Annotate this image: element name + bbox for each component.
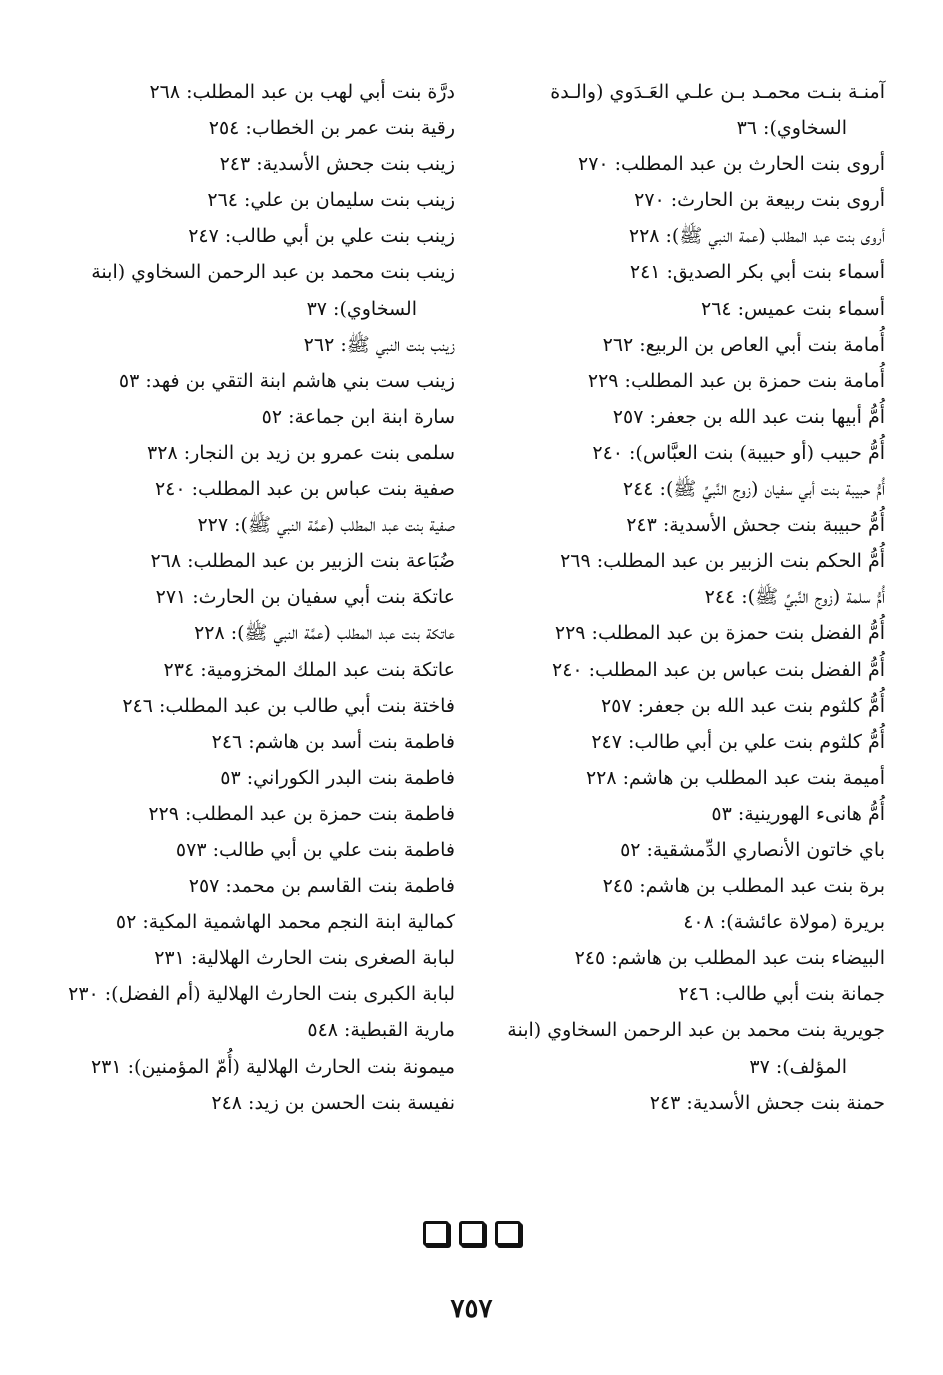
index-entry: أُمامة بنت أبي العاص بن الربيع: ٢٦٢ [602,333,885,356]
index-entry: فاختة بنت أبي طالب بن عبد المطلب: ٢٤٦ [122,694,455,717]
index-entry: أسماء بنت أبي بكر الصديق: ٢٤١ [629,261,885,284]
index-entry: درَّة بنت أبي لهب بن عبد المطلب: ٢٦٨ [149,81,455,103]
index-entry: زينب ست بني هاشم ابنة التقي بن فهد: ٥٣ [118,369,455,392]
index-entry: البيضاء بنت عبد المطلب بن هاشم: ٢٤٥ [574,947,885,970]
index-entry: سلمى بنت عمرو بن زيد بن النجار: ٣٢٨ [147,441,455,464]
index-entry: باي خاتون الأنصاري الدِّمشقية: ٥٢ [620,838,885,861]
index-entry: عاتكة بنت عبد المطلب (عمَّة النبي ﷺ): ٢٢٨ [194,622,455,645]
index-entry: أروى بنت عبد المطلب (عمة النبي ﷺ): ٢٢٨ [628,225,885,248]
index-entry: أُمُّ كلثوم بنت عبد الله بن جعفر: ٢٥٧ [600,694,885,717]
index-entry: صفية بنت عبد المطلب (عمَّة النبي ﷺ): ٢٢٧ [197,514,455,537]
index-entry: زينب بنت سليمان بن علي: ٢٦٤ [207,189,455,212]
section-end-ornament [0,1221,943,1246]
index-entry: سارة ابنة ابن جماعة: ٥٢ [261,405,455,428]
index-entry: أروى بنت ربيعة بن الحارث: ٢٧٠ [634,189,885,212]
index-entry: أُمُّ كلثوم بنت علي بن أبي طالب: ٢٤٧ [591,730,885,753]
page-number: ٧٥٧ [450,1294,493,1324]
index-entry: لبابة الصغرى بنت الحارث الهلالية: ٢٣١ [154,947,455,970]
index-entry: برة بنت عبد المطلب بن هاشم: ٢٤٥ [602,875,885,898]
index-column-left [67,74,455,1121]
index-entry: عاتكة بنت أبي سفيان بن الحارث: ٢٧١ [155,586,455,609]
index-entry: فاطمة بنت حمزة بن عبد المطلب: ٢٢٩ [148,802,455,825]
index-column-right [490,74,885,1121]
index-entry: فاطمة بنت أسد بن هاشم: ٢٤٦ [211,730,455,753]
index-entry: أُمُّ سلمة (زوج النَّبيِّ ﷺ): ٢٤٤ [704,586,885,609]
index-entry: زينب بنت محمد بن عبد الرحمن السخاوي (ابنة السخاوي): ٣٧ [91,261,455,320]
index-entry: حمنة بنت جحش الأسدية: ٢٤٣ [649,1091,885,1114]
index-entry: أروى بنت الحارث بن عبد المطلب: ٢٧٠ [577,153,885,176]
index-entry: فاطمة بنت علي بن أبي طالب: ٥٧٣ [175,838,455,861]
index-entry: رقية بنت عمر بن الخطاب: ٢٥٤ [208,117,455,140]
index-entry: أُمُّ حبيبة بنت أبي سفيان (زوج النَّبيِّ ﷺ): ٢٤٤ [622,478,885,501]
index-entry: زينب بنت علي بن أبي طالب: ٢٤٧ [188,225,455,248]
index-entry: جويرية بنت محمد بن عبد الرحمن السخاوي (ابنة المؤلف): ٣٧ [507,1019,885,1078]
index-entry: فاطمة بنت البدر الكوراني: ٥٣ [220,766,455,789]
index-entry: آمنـة بنـت محمـد بـن علـي العَـدَوي (والـدة السخاوي): ٣٦ [550,81,885,140]
index-entry: عاتكة بنت عبد الملك المخزومية: ٢٣٤ [163,658,455,681]
index-entry: لبابة الكبرى بنت الحارث الهلالية (أم الفضل): ٢٣٠ [68,983,455,1006]
index-entry: زينب بنت النبي ﷺ: ٢٦٢ [303,333,455,356]
index-entry: زينب بنت جحش الأسدية: ٢٤٣ [219,153,455,176]
index-entry: أسماء بنت عميس: ٢٦٤ [700,297,885,320]
index-entry: أُمُّ هانىء الهورينية: ٥٣ [711,802,885,825]
index-entry: أُمُّ حبيب (أو حبيبة) بنت العبَّاس): ٢٤٠ [592,441,885,464]
index-entry: أميمة بنت عبد المطلب بن هاشم: ٢٢٨ [585,766,885,789]
index-entry: أُمُّ الفضل بنت حمزة بن عبد المطلب: ٢٢٩ [554,622,885,645]
index-entry: بريرة (مولاة عائشة): ٤٠٨ [683,911,885,934]
index-entry: كمالية ابنة النجم محمد الهاشمية المكية: ٥٢ [115,911,455,934]
index-entry: فاطمة بنت القاسم بن محمد: ٢٥٧ [188,875,455,898]
index-entry: ميمونة بنت الحارث الهلالية (أُمّ المؤمنين): ٢٣١ [90,1055,455,1078]
index-entry: أُمُّ حبيبة بنت جحش الأسدية: ٢٤٣ [626,514,885,537]
index-entry: أُمُّ الحكم بنت الزبير بن عبد المطلب: ٢٦٩ [560,550,885,573]
index-entry: صفية بنت عباس بن عبد المطلب: ٢٤٠ [154,478,455,501]
square-ornament-icon [495,1221,521,1246]
index-entry: أُمُّ الفضل بنت عباس بن عبد المطلب: ٢٤٠ [551,658,885,681]
square-ornament-icon [459,1221,485,1246]
index-entry: أُمامة بنت حمزة بن عبد المطلب: ٢٢٩ [587,369,885,392]
index-entry: مارية القبطية: ٥٤٨ [307,1019,455,1042]
index-entry: جمانة بنت أبي طالب: ٢٤٦ [678,983,885,1006]
index-entry: نفيسة بنت الحسن بن زيد: ٢٤٨ [211,1091,455,1114]
index-entry: أُمُّ أبيها بنت عبد الله بن جعفر: ٢٥٧ [612,405,885,428]
square-ornament-icon [423,1221,449,1246]
index-entry: ضُبَاعة بنت الزبير بن عبد المطلب: ٢٦٨ [150,550,455,573]
